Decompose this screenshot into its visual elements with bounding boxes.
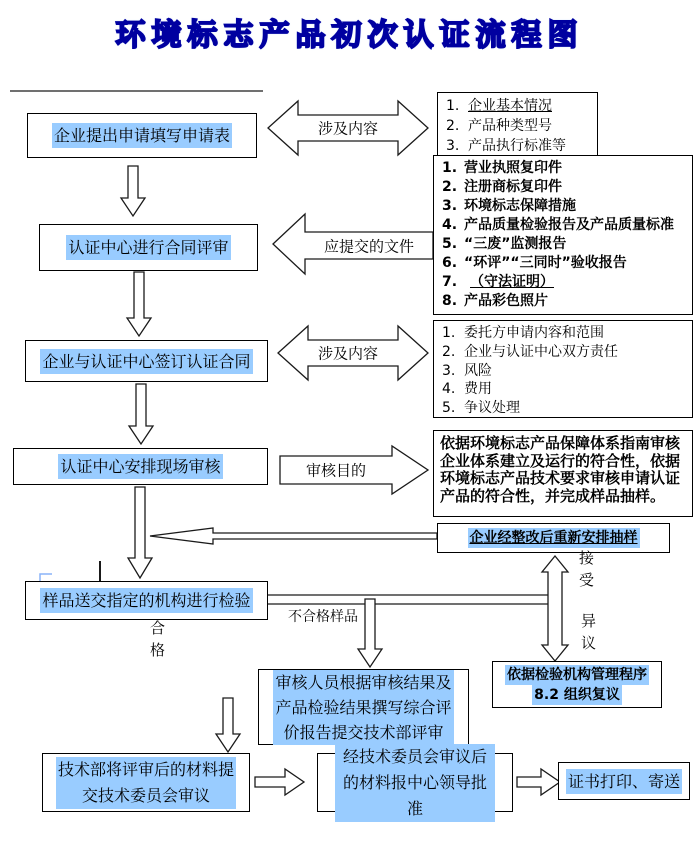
list-item-number: 5. (442, 400, 456, 417)
flow-step-tech-submit-label: 技术部将评审后的材料提交技术委员会审议 (56, 757, 236, 809)
list-item-number: 4. (442, 381, 456, 398)
list-item-number: 3. (442, 362, 456, 379)
list-item-text: （守法证明） (470, 274, 554, 290)
list-item (442, 235, 688, 254)
list-item-text: “三废”监测报告 (464, 236, 567, 252)
label-submit-documents: 应提交的文件 (321, 236, 417, 257)
list-item (442, 273, 688, 292)
label-audit-purpose: 审核目的 (303, 460, 369, 481)
list-item-text: 产品种类型号 (468, 118, 552, 134)
list-item-text: 产品质量检验报告及产品质量标准 (464, 217, 674, 233)
list-item-number: 2. (446, 118, 460, 134)
flow-step-contract-review (39, 224, 258, 271)
flow-step-contract-review-label: 认证中心进行合同评审 (66, 235, 230, 260)
list-item-text: 企业与认证中心双方责任 (464, 343, 618, 360)
flow-step-apply-label: 企业提出申请填写申请表 (52, 123, 232, 148)
page-title: 环境标志产品初次认证流程图 (115, 18, 584, 53)
list-item-text: 注册商标复印件 (464, 179, 562, 195)
list-item (446, 136, 593, 156)
list-item-number: 4. (442, 217, 458, 233)
list-item-text: 营业执照复印件 (464, 160, 562, 176)
flow-step-sign-contract-label: 企业与认证中心签订认证合同 (40, 349, 252, 374)
list-item-number: 1. (446, 98, 460, 114)
flow-step-apply (27, 113, 257, 158)
list-item-text: 委托方申请内容和范围 (464, 325, 604, 341)
right-arrow-1-icon (255, 769, 304, 795)
down-arrow-3-icon (129, 384, 153, 444)
list-item (442, 343, 688, 362)
list-item-text: 风险 (464, 362, 492, 379)
list-item-number: 1. (442, 160, 458, 176)
flow-step-sign-contract (25, 340, 268, 382)
flow-step-tech-submit (42, 753, 250, 812)
vertical-double-arrow-icon (542, 556, 568, 661)
list-item (442, 362, 688, 381)
list-item (446, 96, 593, 116)
right-arrow-2-icon (517, 769, 560, 795)
flow-step-leader-approve-label: 经技术委员会审议后的材料报中心领导批准 (335, 744, 495, 822)
list-item (442, 197, 688, 216)
list-item (442, 324, 688, 343)
flow-step-review (492, 661, 662, 708)
list-item (442, 216, 688, 235)
list-item-text: 产品彩色照片 (464, 293, 548, 309)
list-item (442, 292, 688, 311)
label-objection: 异议 (579, 613, 597, 657)
list-item-text: 费用 (464, 381, 492, 398)
info-box-audit-purpose: 依据环境标志产品保障体系指南审核企业体系建立及运行的符合性，依据环境标志产品技术要求审核申请认证产品的符合性，并完成样品抽样。 (433, 430, 693, 517)
list-item-text: 企业基本情况 (468, 98, 552, 114)
list-item-text: “环评”“三同时”验收报告 (464, 255, 627, 271)
list-item-number: 1. (442, 325, 456, 341)
info-box-content2 (433, 320, 693, 418)
list-item-number: 3. (446, 138, 460, 154)
down-arrow-unqualified-icon (358, 599, 382, 667)
list-item-number: 8. (442, 293, 458, 309)
list-item (442, 159, 688, 178)
label-involve-content-1: 涉及内容 (315, 118, 381, 139)
flow-step-resample (437, 523, 670, 553)
down-arrow-4-icon (128, 487, 152, 578)
list-item-number: 3. (442, 198, 458, 214)
info-box-documents (433, 155, 693, 315)
flow-step-write-report (258, 669, 469, 745)
info-box-content1 (437, 92, 598, 156)
label-unqualified-sample: 不合格样品 (288, 609, 358, 625)
flow-step-certificate-label: 证书打印、寄送 (566, 769, 682, 794)
list-item-number: 6. (442, 255, 458, 271)
resample-return-arrow-icon (150, 528, 437, 544)
list-item-number: 2. (442, 343, 456, 360)
list-item-number: 5. (442, 236, 458, 252)
list-item-text: 产品执行标准等 (468, 138, 566, 154)
flow-step-sample-test (25, 581, 268, 620)
flow-step-onsite-audit (13, 448, 268, 485)
flow-step-review-line2: 8.2 组织复议 (534, 686, 620, 703)
down-arrow-5-icon (216, 698, 240, 752)
list-item-text: 争议处理 (464, 400, 520, 417)
down-arrow-2-icon (127, 272, 151, 336)
label-accept: 接受 (577, 550, 595, 594)
flow-step-sample-test-label: 样品送交指定的机构进行检验 (40, 588, 252, 613)
flow-step-leader-approve (317, 746, 513, 818)
flow-step-resample-label: 企业经整改后重新安排抽样 (469, 530, 638, 546)
list-item (442, 399, 688, 418)
down-arrow-1-icon (121, 166, 145, 216)
list-item (442, 254, 688, 273)
flow-step-certificate (558, 762, 690, 800)
list-item-text: 环境标志保障措施 (464, 198, 576, 214)
flow-step-onsite-audit-label: 认证中心安排现场审核 (58, 454, 222, 479)
list-item (442, 178, 688, 197)
label-involve-content-2: 涉及内容 (315, 343, 381, 364)
list-item (442, 380, 688, 399)
label-qualified: 合格 (148, 620, 166, 664)
flow-step-write-report-label: 审核人员根据审核结果及产品检验结果撰写综合评价报告提交技术部评审 (273, 670, 454, 745)
list-item-number: 7. (442, 274, 458, 290)
flow-step-review-line1: 依据检验机构管理程序 (507, 666, 647, 683)
list-item (446, 116, 593, 136)
list-item-number: 2. (442, 179, 458, 195)
